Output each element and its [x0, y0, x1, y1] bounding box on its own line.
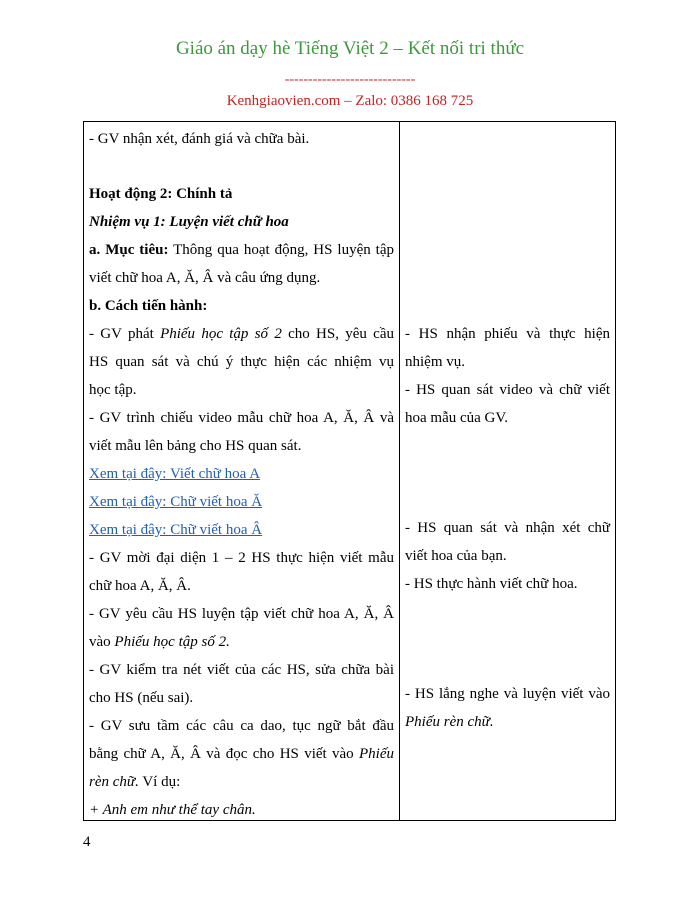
goal-label: a. Mục tiêu:	[89, 242, 169, 258]
p4-line-1: - GV yêu cầu HS luyện tập viết chữ hoa A, Ă, Â	[89, 606, 394, 622]
goal-line-2: viết chữ hoa A, Ă, Â và câu ứng dụng.	[89, 270, 321, 286]
task-heading: Nhiệm vụ 1: Luyện viết chữ hoa	[89, 214, 289, 230]
p1-line-2: HS quan sát và chú ý thực hiện các nhiệm vụ	[89, 354, 394, 370]
p2-line-2: viết mẫu lên bảng cho HS quan sát.	[89, 438, 302, 454]
header-site-contact: Kenhgiaovien.com – Zalo: 0386 168 725	[226, 93, 474, 109]
r1-line-1: - HS nhận phiếu và thực hiện	[405, 326, 610, 342]
worksheet-ref-2: Phiếu học tập số 2.	[114, 634, 230, 650]
goal-text: Thông qua hoạt động, HS luyện tập	[168, 242, 394, 258]
r5-line-1: - HS lắng nghe và luyện viết vào	[405, 686, 610, 702]
r5-line-2: Phiếu rèn chữ.	[405, 714, 494, 730]
r3-line-2: viết hoa của bạn.	[405, 548, 507, 564]
p1-line-3: học tập.	[89, 382, 137, 398]
p1-pre: - GV phát	[89, 326, 161, 342]
r2-line-2: hoa mẫu của GV.	[405, 410, 509, 426]
example-line: + Anh em như thể tay chân.	[89, 802, 256, 818]
text-line: - GV nhận xét, đánh giá và chữa bài.	[89, 131, 310, 147]
r2-line-1: - HS quan sát video và chữ viết	[405, 382, 610, 398]
p5-line-1: - GV kiểm tra nét viết của các HS, sửa chữa bài	[89, 662, 394, 678]
p4-pre: vào	[89, 634, 115, 650]
r1-line-2: nhiệm vụ.	[405, 354, 465, 370]
p6-line-3	[89, 772, 180, 792]
header-title: Giáo án dạy hè Tiếng Việt 2 – Kết nối tri thức	[175, 38, 525, 59]
p1-post: cho HS, yêu cầu	[281, 326, 394, 342]
p6-pre: bằng chữ A, Ă, Â và đọc cho HS viết vào	[89, 746, 359, 762]
video-link-a-breve[interactable]: Xem tại đây: Chữ viết hoa Ă	[89, 494, 263, 510]
p3-line-2: chữ hoa A, Ă, Â.	[89, 578, 191, 594]
goal-line-1	[89, 240, 394, 260]
activity-heading: Hoạt động 2: Chính tả	[89, 186, 233, 202]
p2-line-1: - GV trình chiếu video mẫu chữ hoa A, Ă, Â và	[89, 410, 394, 426]
method-heading: b. Cách tiến hành:	[89, 298, 208, 314]
p6-italic-2: rèn chữ.	[89, 774, 139, 790]
page-number: 4	[83, 834, 91, 850]
p6-italic: Phiếu	[359, 746, 394, 762]
p1-line-1	[89, 324, 394, 344]
lesson-table	[83, 121, 616, 821]
p6-post: Ví dụ:	[138, 774, 181, 790]
column-divider	[399, 122, 400, 820]
header-separator: ----------------------------	[284, 72, 416, 87]
p5-line-2: cho HS (nếu sai).	[89, 690, 194, 706]
p6-line-1: - GV sưu tầm các câu ca dao, tục ngữ bắt đầu	[89, 718, 394, 734]
p3-line-1: - GV mời đại diện 1 – 2 HS thực hiện viết mẫu	[89, 550, 394, 566]
video-link-a[interactable]: Xem tại đây: Viết chữ hoa A	[89, 466, 261, 482]
r4-line: - HS thực hành viết chữ hoa.	[405, 576, 578, 592]
p4-line-2	[89, 632, 230, 652]
worksheet-ref: Phiếu học tập số 2	[160, 326, 282, 342]
video-link-a-circumflex[interactable]: Xem tại đây: Chữ viết hoa Â	[89, 522, 263, 538]
r3-line-1: - HS quan sát và nhận xét chữ	[405, 520, 610, 536]
p6-line-2	[89, 744, 394, 764]
